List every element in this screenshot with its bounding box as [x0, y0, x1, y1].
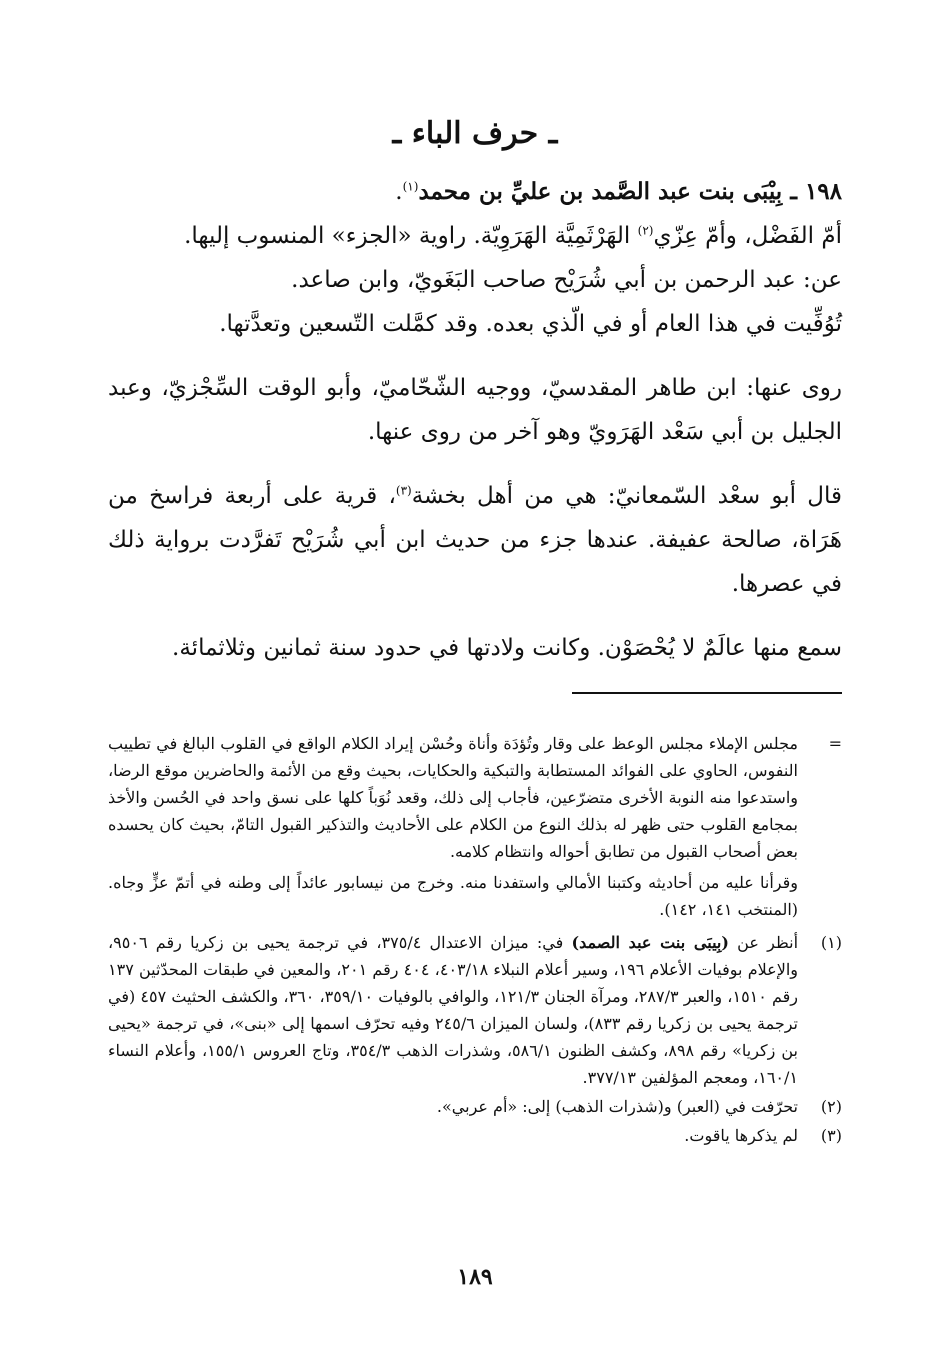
main-text [108, 170, 842, 690]
footnote-marker: (١) [820, 933, 842, 952]
entry-line-teachers: عن: عبد الرحمن بن أبي شُرَيْح صاحب البَغَويّ، وابن صاعد. [291, 267, 842, 293]
footnote-marker: (٣) [820, 1126, 842, 1145]
chapter-heading: ـ حرف الباء ـ [392, 116, 558, 151]
paragraph-birth: سمع منها عالَمٌ لا يُحْصَوْن. وكانت ولادتها في حدود سنة ثمانين وثلاثمائة. [172, 635, 842, 661]
footnote-ref-1[interactable]: (١) [402, 179, 419, 194]
paragraph-samani-b: ، قرية على أربعة فراسخ من هَرَاة، صالحة عفيفة. عندها جزء من حديث ابن أبي شُرَيْح تَفرَّدت برواية ذلك في عصرها. [108, 483, 842, 597]
footnote-marker: = [828, 734, 842, 753]
entry-title: ١٩٨ ـ بِيْبَى بنت عبد الصَّمد بن عليِّ بن محمد [418, 178, 842, 205]
footnotes [108, 730, 842, 1151]
footnote-3 [108, 1122, 842, 1149]
footnote-text: في: ميزان الاعتدال ٣٧٥/٤، في ترجمة يحيى بن زكريا رقم ٩٥٠٦، والإعلام بوفيات الأعلام ١٩٦، وسير أعلام النبلاء ٤٠٣/١٨، ٤٠٤ رقم ٢٠١، والمعين في طبقات المحدّثين ١٣٧ رقم ١٥١٠، والعبر ٢٨٧/٣، ومرآة الجنان ١٢١/٣، والوافي بالوفيات ٣٥٩/١٠، ٣٦٠، والكشف الحثيث ٤٥٧ (في ترجمة يحيى بن زكريا رقم ٨٣٣)، ولسان الميزان ٢٤٥/٦ وفيه تحرّف اسمها إلى «بنى»، في ترجمة «يحيى بن زكريا» رقم ٨٩٨، وكشف الظنون ٥٨٦/١، وشذرات الذهب ٣٥٤/٣، وتاج العروس ١٥٥/١، وأعلام النساء ١٦٠/١، ومعجم المؤلفين ٣٧٧/١٣. [108, 933, 799, 1087]
footnote-2 [108, 1093, 842, 1120]
footnote-body [108, 929, 798, 1091]
footnote-marker: (٢) [820, 1097, 842, 1116]
paragraph-samani [108, 474, 842, 606]
entry-block [108, 170, 842, 346]
footnote-1 [108, 929, 842, 1091]
paragraph-narrators: روى عنها: ابن طاهر المقدسيّ، ووجيه الشّحّاميّ، وأبو الوقت السِّجْزيّ، وعبد الجليل بن أبي سَعْد الهَرَويّ وهو آخر من روى عنها. [108, 375, 842, 445]
entry-line-kunya-b: الهَرْثَمِيَّة الهَرَوِيّة. راوية «الجزء» المنسوب إليها. [184, 223, 638, 249]
footnote-body: تحرّفت في (العبر) و(شذرات الذهب) إلى: «أم عربي». [436, 1097, 798, 1116]
entry-line-kunya [108, 214, 842, 258]
entry-title-line: ١٩٨ ـ بِيْبَى بنت عبد الصَّمد بن عليِّ بن محمد$^{(١)}$. [395, 178, 842, 205]
footnote-body: لم يذكرها ياقوت. [684, 1126, 798, 1145]
footnote-paragraph: مجلس الإملاء مجلس الوعظ على وقار وتُؤدَة وأناة وحُسْن إيراد الكلام الواقع في القلوب البالغ في تطييب النفوس، الحاوي على الفوائد المستطابة والتبكية والحكايات، بحيث وقع من الأئمة والحاضرين موقع الرضا، واستدعوا منه النوبة الأخرى متضرّعين، فأجاب إلى ذلك، وقعد نُوَباً كلها على نسق واحد في الحُسن والأخذ بمجامع القلوب حتى ظهر له بذلك النوع من الكلام على الأحاديث والتذكير القبول التامّ، بحيث كان يحسده بعض أصحاب القبول من تطابق أحواله وانتظام كلامه. [108, 734, 798, 861]
footnote-continuation [108, 730, 842, 927]
entry-line-kunya-a: أمّ الفَضْل، وأمّ عِزّي [653, 223, 842, 249]
entry-line-death: تُوُفِّيت في هذا العام أو في الّذي بعده. وقد كمَّلت التّسعين وتعدَّتها. [219, 311, 842, 337]
footnote-paragraph: وقرأنا عليه من أحاديثه وكتبنا الأمالي واستفدنا منه. وخرج من نيسابور عائداً إلى وطنه في أتمّ عزٍّ وجاه. (المنتخب ١٤١، ١٤٢). [108, 873, 799, 919]
footnote-bold-name: (بِيبَى بنت عبد الصمد) [571, 933, 729, 952]
footnote-ref-2[interactable]: (٢) [637, 223, 654, 238]
paragraph-samani-a: قال أبو سعْد السّمعانيّ: هي من أهل بخشة [411, 483, 842, 509]
footnote-ref-3[interactable]: (٣) [395, 483, 412, 498]
footnote-separator [572, 692, 842, 694]
footnote-text: أنظر عن [728, 933, 799, 952]
footnote-body [108, 730, 798, 927]
page-number: ١٨٩ [457, 1264, 493, 1290]
